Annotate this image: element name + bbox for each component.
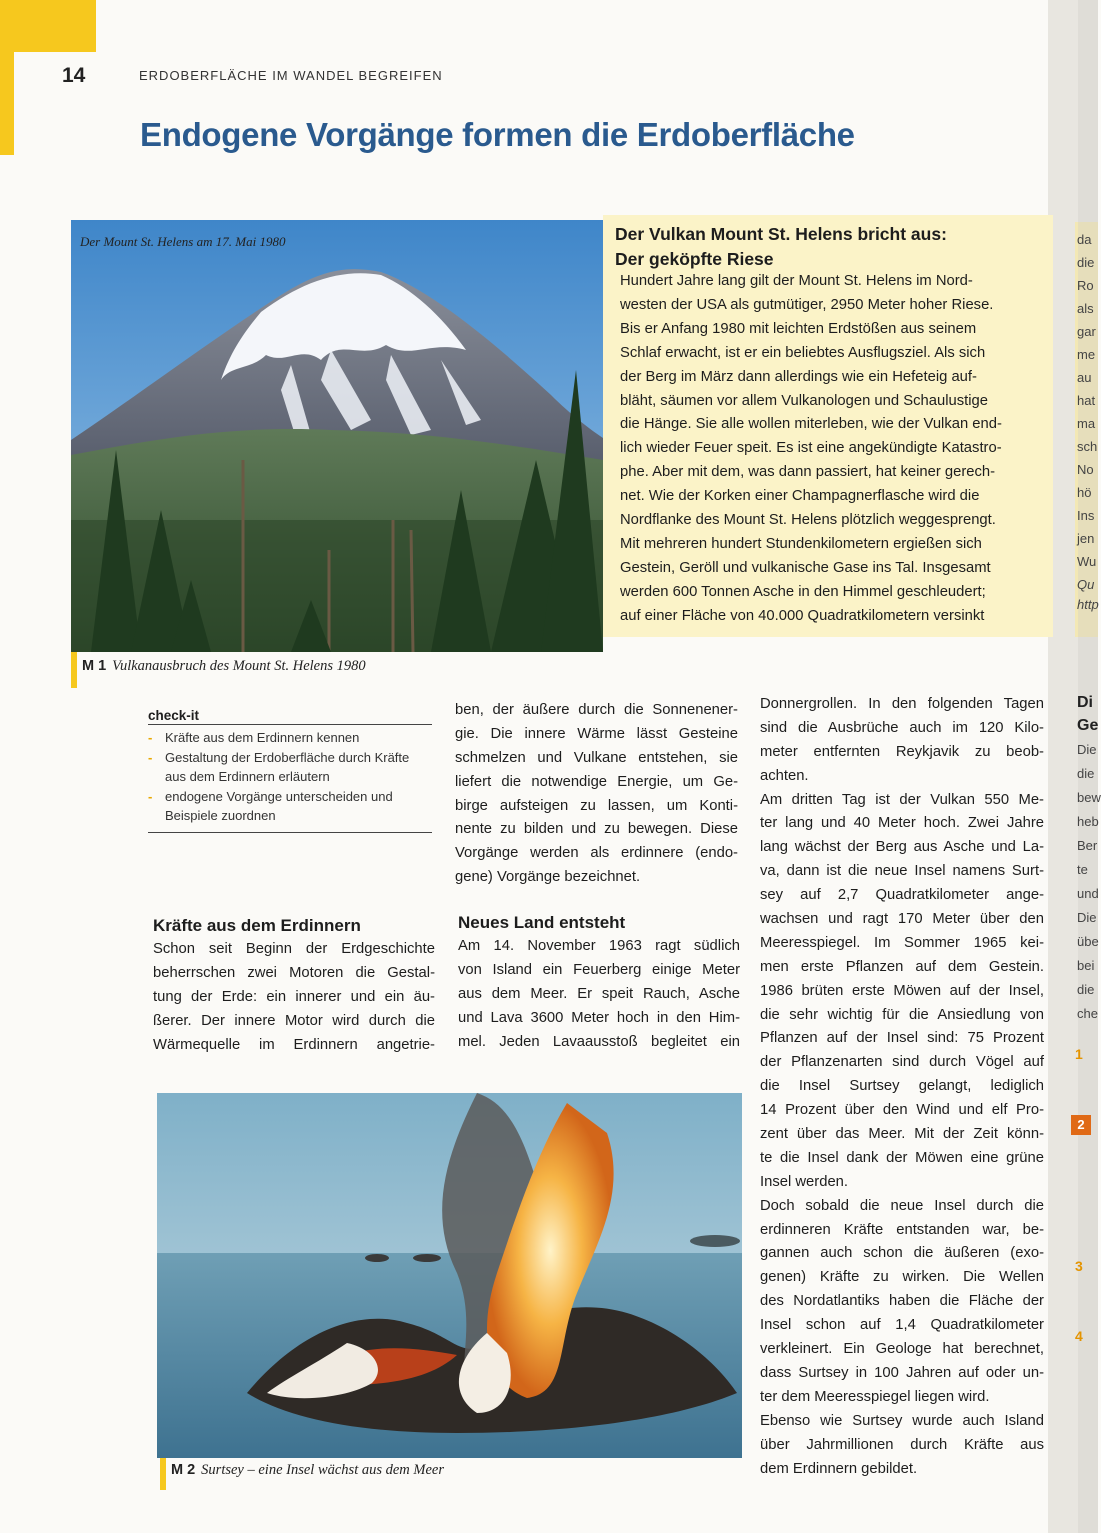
- check-it-box: [148, 708, 432, 833]
- check-it-title: check-it: [148, 708, 432, 725]
- text-line: die sehr wichtig für die Ansiedlung von: [760, 1006, 1044, 1023]
- edge-fragment: Die: [1077, 910, 1097, 925]
- list-item-text: endogene Vorgänge unterscheiden und Beispiele zuordnen: [165, 788, 393, 823]
- text-line: Gestein, Geröll und vulkanische Gase ins Tal. Insgesamt: [620, 559, 991, 576]
- text-line: Schlaf erwacht, ist er ein beliebtes Ausflugsziel. Als sich: [620, 344, 986, 361]
- edge-fragment: als: [1077, 301, 1094, 316]
- mount-st-helens-photo: [71, 220, 603, 652]
- text-line: achten.: [760, 767, 809, 784]
- section-body: [458, 935, 740, 1054]
- section-heading: Kräfte aus dem Erdinnern: [153, 916, 361, 935]
- text-line: die Insel Surtsey gelangt, lediglich: [760, 1078, 1044, 1095]
- text-line: die Hänge. Sie alle wollen miterleben, wie der Vulkan end-: [620, 416, 1002, 433]
- text-line: gannen auch schon die äußeren (exo-: [760, 1245, 1044, 1262]
- edge-fragment: hat: [1077, 393, 1096, 408]
- edge-fragment: Die: [1077, 742, 1097, 757]
- edge-fragment: bei: [1077, 958, 1095, 973]
- page-title: Endogene Vorgänge formen die Erdoberfläche: [140, 116, 855, 153]
- edge-fragment: Qu: [1077, 577, 1095, 592]
- edge-fragment: Ins: [1077, 508, 1095, 523]
- text-line: mel. Jeden Lavaausstoß begleitet ein: [458, 1033, 740, 1050]
- text-line: 1986 brüten erste Möwen auf der Insel,: [760, 982, 1044, 999]
- task-number: 3: [1075, 1258, 1083, 1274]
- edge-fragment: sch: [1077, 439, 1098, 454]
- section-heading: Neues Land entsteht: [458, 913, 626, 932]
- text-line: genen) Kräfte zu wirken. Die Wellen: [760, 1269, 1044, 1286]
- text-line: Donnergrollen. In den folgenden Tagen: [760, 696, 1044, 712]
- running-head: ERDOBERFLÄCHE IM WANDEL BEGREIFEN: [139, 68, 443, 83]
- figure-caption-m1: [82, 658, 366, 675]
- text-line: Am 14. November 1963 ragt südlich: [458, 938, 740, 954]
- edge-fragment: die: [1077, 766, 1095, 781]
- text-line: Schon seit Beginn der Erdgeschichte: [153, 941, 435, 957]
- edge-fragment: http: [1077, 597, 1099, 612]
- text-line: Insel werden.: [760, 1173, 849, 1190]
- text-line: dass Surtsey in 100 Jahren auf oder un-: [760, 1364, 1044, 1381]
- text-line: schmelzen und Vulkane entstehen, sie: [455, 749, 738, 766]
- caption-marker: [71, 652, 77, 688]
- text-line: va, dann ist die neue Insel namens Surt-: [760, 863, 1044, 880]
- text-line: westen der USA als gutmütiger, 2950 Meter hoher Riese.: [620, 296, 994, 313]
- page-number: 14: [62, 64, 86, 87]
- task-number-box: 2: [1071, 1115, 1091, 1135]
- edge-fragment: heb: [1077, 814, 1099, 829]
- edge-fragment: bew: [1077, 790, 1101, 805]
- list-item-text: Gestaltung der Erdoberfläche durch Kräfte aus dem Erdinnern erläutern: [165, 749, 410, 784]
- text-line: Meeresspiegel. Im Sommer 1965 kei-: [760, 934, 1044, 951]
- text-line: lang wächst der Berg aus Asche und La-: [760, 839, 1044, 856]
- text-line: Insel schon auf 1,4 Quadratkilometer: [760, 1317, 1044, 1334]
- text-line: werden 600 Tonnen Asche in den Himmel geschleudert;: [620, 583, 986, 600]
- text-line: bläht, säumen vor allem Vulkanologen und Schaulustige: [620, 392, 988, 409]
- list-item: - Kräfte aus dem Erdinnern kennen: [148, 730, 360, 745]
- edge-fragment: Wu: [1077, 554, 1097, 569]
- text-line: Nordflanke des Mount St. Helens plötzlich weggesprengt.: [620, 512, 996, 529]
- infobox-body: [620, 270, 1040, 629]
- text-line: Pflanzen auf der Insel sind: 75 Prozent: [760, 1030, 1044, 1047]
- infobox-heading-line1: Der Vulkan Mount St. Helens bricht aus:: [615, 224, 947, 244]
- text-line: erdinneren Kräfte entstanden war, be-: [760, 1221, 1044, 1238]
- text-line: Doch sobald die neue Insel durch die: [760, 1197, 1044, 1214]
- edge-accent: [0, 0, 14, 155]
- surtsey-photo: [157, 1093, 742, 1458]
- text-line: über Jahrmillionen durch Kräfte aus: [760, 1436, 1044, 1453]
- edge-fragment: au: [1077, 370, 1092, 385]
- list-item: - endogene Vorgänge unterscheiden und Beispiele zuordnen: [148, 788, 393, 823]
- text-line: Ebenso wie Surtsey wurde auch Island: [760, 1412, 1044, 1429]
- text-line: der Pflanzenarten sind durch Vögel auf: [760, 1054, 1044, 1071]
- text-line: Vorgänge werden als erdinnere (endo-: [455, 845, 738, 862]
- text-line: phe. Aber mit dem, was dann passiert, hat keiner gerech-: [620, 464, 996, 481]
- section-body: [153, 938, 435, 1057]
- infobox-heading: [615, 222, 947, 272]
- edge-fragment: che: [1077, 1006, 1098, 1021]
- text-line: men erste Pflanzen auf dem Gestein.: [760, 958, 1044, 975]
- column-3-text: [760, 693, 1044, 1481]
- photo-overlay-caption: Der Mount St. Helens am 17. Mai 1980: [80, 234, 286, 249]
- text-line: der Berg im März dann allerdings wie ein Hefeteig auf-: [620, 368, 977, 385]
- text-line: birge aufsteigen zu lassen, um Konti-: [455, 797, 738, 814]
- text-line: Wärmequelle im Erdinnern angetrie-: [153, 1036, 435, 1053]
- edge-fragment: te: [1077, 862, 1088, 877]
- text-line: lich wieder Feuer speit. Es ist eine angekündigte Katastro-: [620, 440, 1002, 457]
- edge-fragment: die: [1077, 982, 1095, 997]
- column-2-text: [455, 699, 738, 890]
- text-line: gene) Vorgänge bezeichnet.: [455, 869, 641, 886]
- text-line: des Nordatlantiks haben die Fläche der: [760, 1293, 1044, 1310]
- surtsey-illustration: [157, 1093, 742, 1458]
- text-line: ter dem Meeresspiegel liegen wird.: [760, 1388, 990, 1405]
- caption-marker: [160, 1458, 166, 1490]
- text-line: tung der Erde: ein innerer und ein äu-: [153, 988, 435, 1005]
- text-line: Bis er Anfang 1980 mit leichten Erdstößen aus seinem: [620, 320, 977, 337]
- edge-fragment: Ber: [1077, 838, 1098, 853]
- list-item-text: Kräfte aus dem Erdinnern kennen: [165, 730, 360, 745]
- figure-caption-m2: [171, 1462, 444, 1479]
- edge-fragment: die: [1077, 255, 1095, 270]
- figure-caption-text: Vulkanausbruch des Mount St. Helens 1980: [112, 658, 366, 674]
- edge-heading-fragment: Ge: [1077, 717, 1099, 734]
- edge-fragment: übe: [1077, 934, 1099, 949]
- edge-fragment: Ro: [1077, 278, 1094, 293]
- text-line: Hundert Jahre lang gilt der Mount St. Helens im Nord-: [620, 273, 973, 289]
- text-line: ben, der äußere durch die Sonnenener-: [455, 702, 738, 718]
- text-line: und Lava 3600 Meter hoch in den Him-: [458, 1009, 740, 1026]
- text-line: ter lang und 40 Meter hoch. Zwei Jahre: [760, 815, 1044, 832]
- mountain-illustration: [71, 220, 603, 652]
- text-line: verkleinert. Ein Geologe hat berechnet,: [760, 1341, 1044, 1358]
- check-it-list: [148, 728, 432, 833]
- text-line: dem Erdinnern gebildet.: [760, 1460, 918, 1477]
- corner-accent: [0, 0, 96, 52]
- text-line: wachsen und ragt 170 Meter über den: [760, 911, 1044, 928]
- text-line: sey auf 2,7 Quadratkilometer ange-: [760, 887, 1044, 904]
- edge-heading-fragment: Di: [1077, 694, 1093, 711]
- edge-fragment: da: [1077, 232, 1092, 247]
- edge-fragment: jen: [1077, 531, 1095, 546]
- text-line: Mit mehreren hundert Stundenkilometern ergießen sich: [620, 535, 982, 552]
- text-line: aus dem Meer. Er speit Rauch, Asche: [458, 985, 740, 1002]
- infobox-heading-line2: Der geköpfte Riese: [615, 249, 774, 269]
- text-line: zent über das Meer. Mit der Zeit könn-: [760, 1126, 1044, 1143]
- edge-fragment: ma: [1077, 416, 1096, 431]
- text-line: nente zu bilden und zu bewegen. Diese: [455, 821, 738, 838]
- figure-caption-text: Surtsey – eine Insel wächst aus dem Meer: [201, 1462, 444, 1478]
- text-line: ßerer. Der innere Motor wird durch die: [153, 1012, 435, 1029]
- text-line: sind die Ausbrüche auch im 120 Kilo-: [760, 719, 1044, 736]
- edge-fragment: hö: [1077, 485, 1092, 500]
- text-line: liefert die notwendige Energie, um Ge-: [455, 773, 738, 790]
- edge-fragment: gar: [1077, 324, 1096, 339]
- list-item: - Gestaltung der Erdoberfläche durch Kräfte aus dem Erdinnern erläutern: [148, 749, 410, 784]
- task-number: 1: [1075, 1046, 1083, 1062]
- task-number: 4: [1075, 1328, 1083, 1344]
- text-line: von Island ein Feuerberg einige Meter: [458, 961, 740, 978]
- edge-fragment: No: [1077, 462, 1094, 477]
- edge-fragment: und: [1077, 886, 1099, 901]
- text-line: 14 Prozent über den Wind und elf Pro-: [760, 1102, 1044, 1119]
- text-line: beherrschen zwei Motoren die Gestal-: [153, 964, 435, 981]
- text-line: auf einer Fläche von 40.000 Quadratkilometern versinkt: [620, 607, 985, 624]
- text-line: Am dritten Tag ist der Vulkan 550 Me-: [760, 791, 1044, 808]
- edge-fragment: me: [1077, 347, 1096, 362]
- text-line: net. Wie der Korken einer Champagnerflasche wird die: [620, 488, 980, 505]
- text-line: gie. Die innere Wärme lässt Gesteine: [455, 725, 738, 742]
- figure-label: M 1: [82, 658, 107, 674]
- text-line: meter entfernten Reykjavik zu beob-: [760, 743, 1044, 760]
- text-line: te die Insel dank der Möwen eine grüne: [760, 1149, 1044, 1166]
- figure-label: M 2: [171, 1462, 196, 1478]
